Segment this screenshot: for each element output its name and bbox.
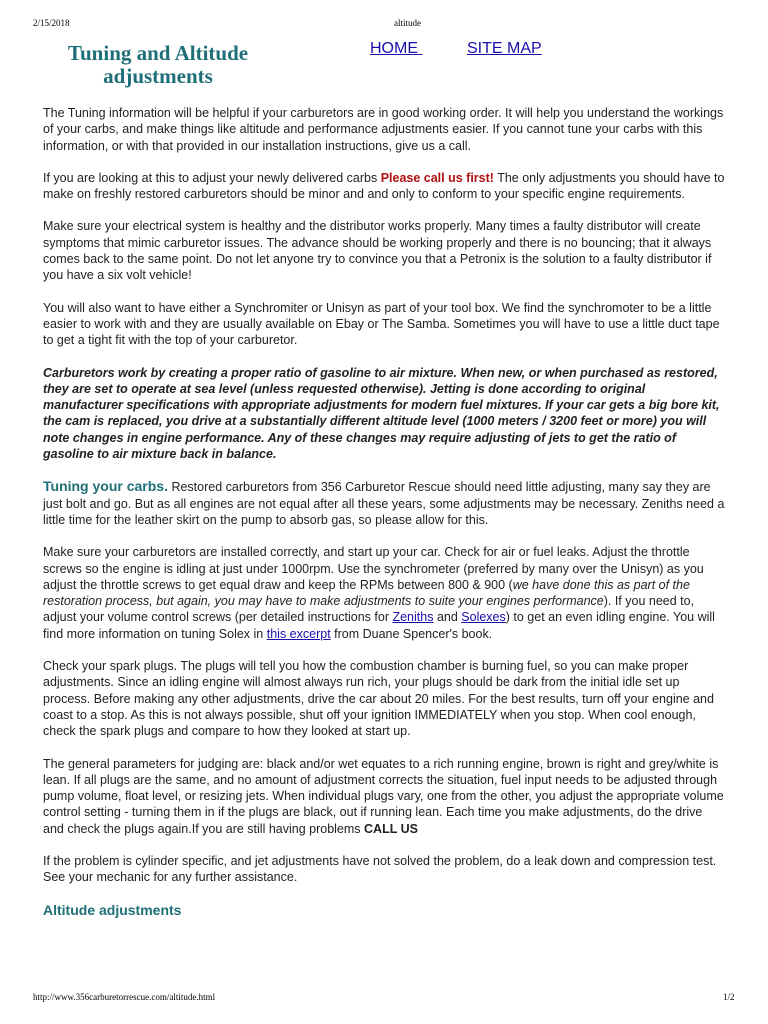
print-page-number: 1/2 (723, 992, 735, 1002)
spark-plugs-paragraph: Check your spark plugs. The plugs will tell you how the combustion chamber is burning fuel, so you can make proper adjustments. Since an idling engine will almost always run rich, your plugs should be dark from the initial idle set up process. Before making any other adjustments, drive the car about 20 miles. For the best results, turn off your engine and coast to a stop. As this is not always possible, shut off your ignition IMMEDIATELY when you stop. When cool enough, check the spark plugs and compare to how they looked at start up. (43, 659, 714, 739)
install-note: we have done this as part of the restoration process, but again, you may have to make adjustments to suite your engines performance (43, 577, 690, 609)
excerpt-link[interactable]: this excerpt (266, 626, 331, 641)
install-text-2: ). If you need to, adjust your volume control screws (per detailed instructions for (43, 594, 695, 625)
install-paragraph (43, 544, 725, 642)
print-url: http://www.356carburetorrescue.com/altitude.html (33, 992, 216, 1002)
intro-paragraph: The Tuning information will be helpful if your carburetors are in good working order. It will help you understand the workings of your carbs, and make things like altitude and performance adjustments easier. If you cannot tune your carbs with this information, or with that provided in our installation instructions, give us a call. (43, 106, 724, 153)
judging-text: The general parameters for judging are: black and/or wet equates to a rich running engine, brown is right and grey/white is lean. If all plugs are the same, and no amount of adjustment corrects the situation, fuel input needs to be adjusted through pump volume, float level, or resizing jets. When individual plugs vary, one from the other, you adjust the appropriate volume control setting - turning them in if the plugs are black, out if running lean. Each time you make adjustments, do the drive and check the plugs again.If you are still having problems (43, 756, 724, 836)
install-text: Make sure your carburetors are installed correctly, and start up your car. Check for air or fuel leaks. Adjust the throttle screws so the engine is idling at just under 1000rpm. Use the synchrometer (preferred by many over the Unisyn) as you adjust the throttle screws to get equal draw and keep the RPMs between 800 & 900 ( (43, 545, 704, 592)
print-date: 2/15/2018 (33, 18, 70, 28)
cylinder-paragraph: If the problem is cylinder specific, and jet adjustments have not solved the problem, do a leak down and compression test. See your mechanic for any further assistance. (43, 853, 717, 885)
call-first-notice: Please call us first! (380, 170, 494, 185)
new-carbs-text-2: The only adjustments you should have to make on freshly restored carburetors should be minor and and only to conform to your specific engine requirements. (43, 170, 725, 202)
altitude-heading: Altitude adjustments (43, 901, 182, 918)
new-carbs-paragraph (43, 170, 725, 203)
electrical-paragraph: Make sure your electrical system is healthy and the distributor works properly. Many times a faulty distributor will create symptoms that mimic carburetor issues. The advance should be working properly and there is no bouncing; that it always comes back to the same point. Do not let anyone try to convince you that a Petronix is the solution to a faulty distributor if you have a six volt vehicle! (43, 219, 712, 283)
tuning-heading: Tuning your carbs. (43, 478, 168, 495)
tuning-paragraph (43, 478, 725, 528)
print-page-title: altitude (394, 18, 421, 28)
solexes-link[interactable]: Solexes (461, 610, 506, 625)
home-link[interactable]: HOME (370, 40, 423, 57)
carburetor-ratio-paragraph: Carburetors work by creating a proper ratio of gasoline to air mixture. When new, or when purchased as restored, they are set to operate at sea level (unless requested otherwise). Jetting is done according to original manufacturer specifications with appropriate adjustments for modern fuel mixtures. If your car gets a big bore kit, the cam is replaced, you drive at a substantially different altitude level (1000 meters / 3200 feet or more) you will note changes in engine performance. Any of these changes may require adjusting of jets to get the ratio of gasoline to air mixture back in balance. (43, 365, 720, 462)
install-text-3: ) to get an even idling engine. You will find more information on tuning Solex in (43, 610, 715, 641)
zeniths-link[interactable]: Zeniths (392, 610, 434, 625)
page-title: Tuning and Altitude adjustments (67, 41, 249, 88)
judging-paragraph (43, 756, 725, 837)
site-map-link[interactable]: SITE MAP (467, 40, 542, 57)
install-text-4: from Duane Spencer's book. (330, 626, 493, 641)
new-carbs-text: If you are looking at this to adjust your newly delivered carbs (43, 170, 381, 185)
tuning-text: Restored carburetors from 356 Carburetor Rescue should need little adjusting, many say they are just bolt and go. But as all engines are not equal after all these years, some adjustments may be necessary. Zeniths need a little time for the leather skirt on the pump to absorb gas, so please allow for this. (43, 480, 725, 527)
call-us-notice: CALL US (364, 821, 418, 836)
article-body (43, 105, 725, 918)
tools-paragraph: You will also want to have either a Synchromiter or Unisyn as part of your tool box. We find the synchromoter to be a little easier to work with and they are usually available on Ebay or The Samba. Sometimes you will have to use a little duct tape to get a tight fit with the top of your carburetor. (43, 300, 720, 348)
install-and: and (433, 610, 462, 625)
